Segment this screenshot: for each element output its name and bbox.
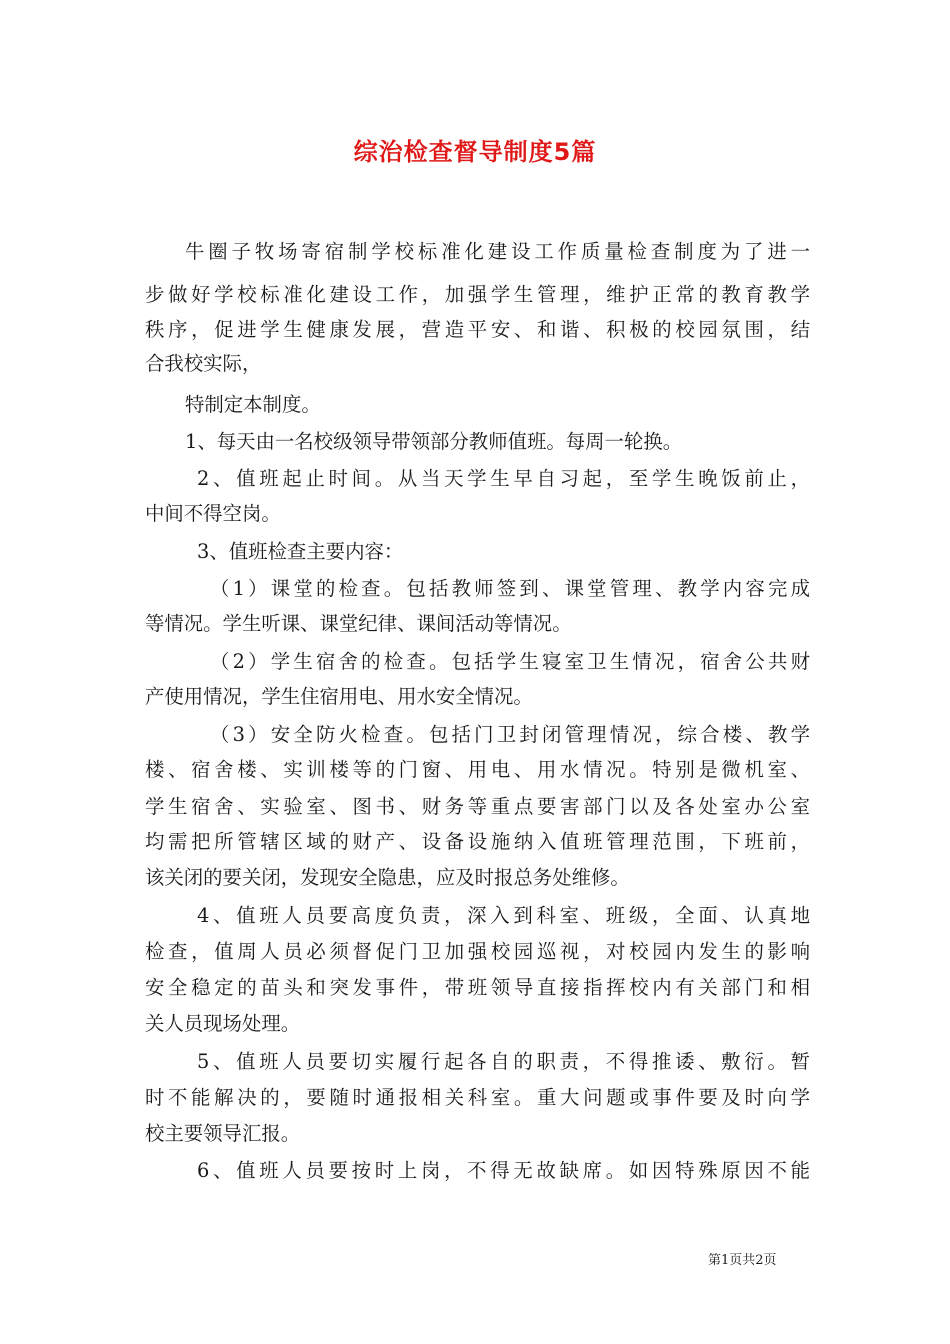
- text-line: 5、值班人员要切实履行起各自的职责，不得推诿、敷衍。暂: [197, 1050, 810, 1073]
- text-line: 学生宿舍、实验室、图书、财务等重点要害部门以及各处室办公室: [145, 795, 810, 818]
- text-line: 步做好学校标准化建设工作，加强学生管理，维护正常的教育教学: [145, 283, 810, 306]
- text-line: （1）课堂的检查。包括教师签到、课堂管理、教学内容完成: [210, 577, 810, 600]
- text-line: 均需把所管辖区域的财产、设备设施纳入值班管理范围，下班前，: [145, 830, 810, 853]
- text-line: 产使用情况，学生住宿用电、用水安全情况。: [145, 685, 533, 708]
- text-line: 6、值班人员要按时上岗，不得无故缺席。如因特殊原因不能: [197, 1159, 810, 1182]
- text-line: 时不能解决的，要随时通报相关科室。重大问题或事件要及时向学: [145, 1086, 810, 1109]
- text-line: 中间不得空岗。: [145, 502, 281, 525]
- text-line: 检查，值周人员必须督促门卫加强校园巡视，对校园内发生的影响: [145, 940, 810, 963]
- text-line: 楼、宿舍楼、实训楼等的门窗、用电、用水情况。特别是微机室、: [145, 758, 810, 781]
- text-line: 秩序，促进学生健康发展，营造平安、和谐、积极的校园氛围，结: [145, 318, 810, 341]
- text-line: （2）学生宿舍的检查。包括学生寝室卫生情况，宿舍公共财: [210, 650, 810, 673]
- text-line: 2、值班起止时间。从当天学生早自习起，至学生晚饭前止，: [197, 467, 810, 490]
- text-line: 牛圈子牧场寄宿制学校标准化建设工作质量检查制度为了进一: [185, 240, 810, 263]
- text-line: 该关闭的要关闭，发现安全隐患，应及时报总务处维修。: [145, 866, 630, 889]
- text-line: 1、每天由一名校级领导带领部分教师值班。每周一轮换。: [185, 430, 683, 453]
- text-line: 合我校实际，: [145, 352, 262, 375]
- text-line: 等情况。学生听课、课堂纪律、课间活动等情况。: [145, 612, 572, 635]
- text-line: （3）安全防火检查。包括门卫封闭管理情况，综合楼、教学: [210, 723, 810, 746]
- text-line: 校主要领导汇报。: [145, 1122, 301, 1145]
- document-title: 综治检查督导制度5篇: [353, 138, 597, 166]
- text-line: 特制定本制度。: [185, 393, 321, 416]
- text-line: 关人员现场处理。: [145, 1012, 301, 1035]
- text-line: 安全稳定的苗头和突发事件，带班领导直接指挥校内有关部门和相: [145, 976, 810, 999]
- page-number: 第1页共2页: [708, 1253, 777, 1268]
- text-line: 4、值班人员要高度负责，深入到科室、班级，全面、认真地: [197, 904, 810, 927]
- text-line: 3、值班检查主要内容：: [197, 540, 404, 563]
